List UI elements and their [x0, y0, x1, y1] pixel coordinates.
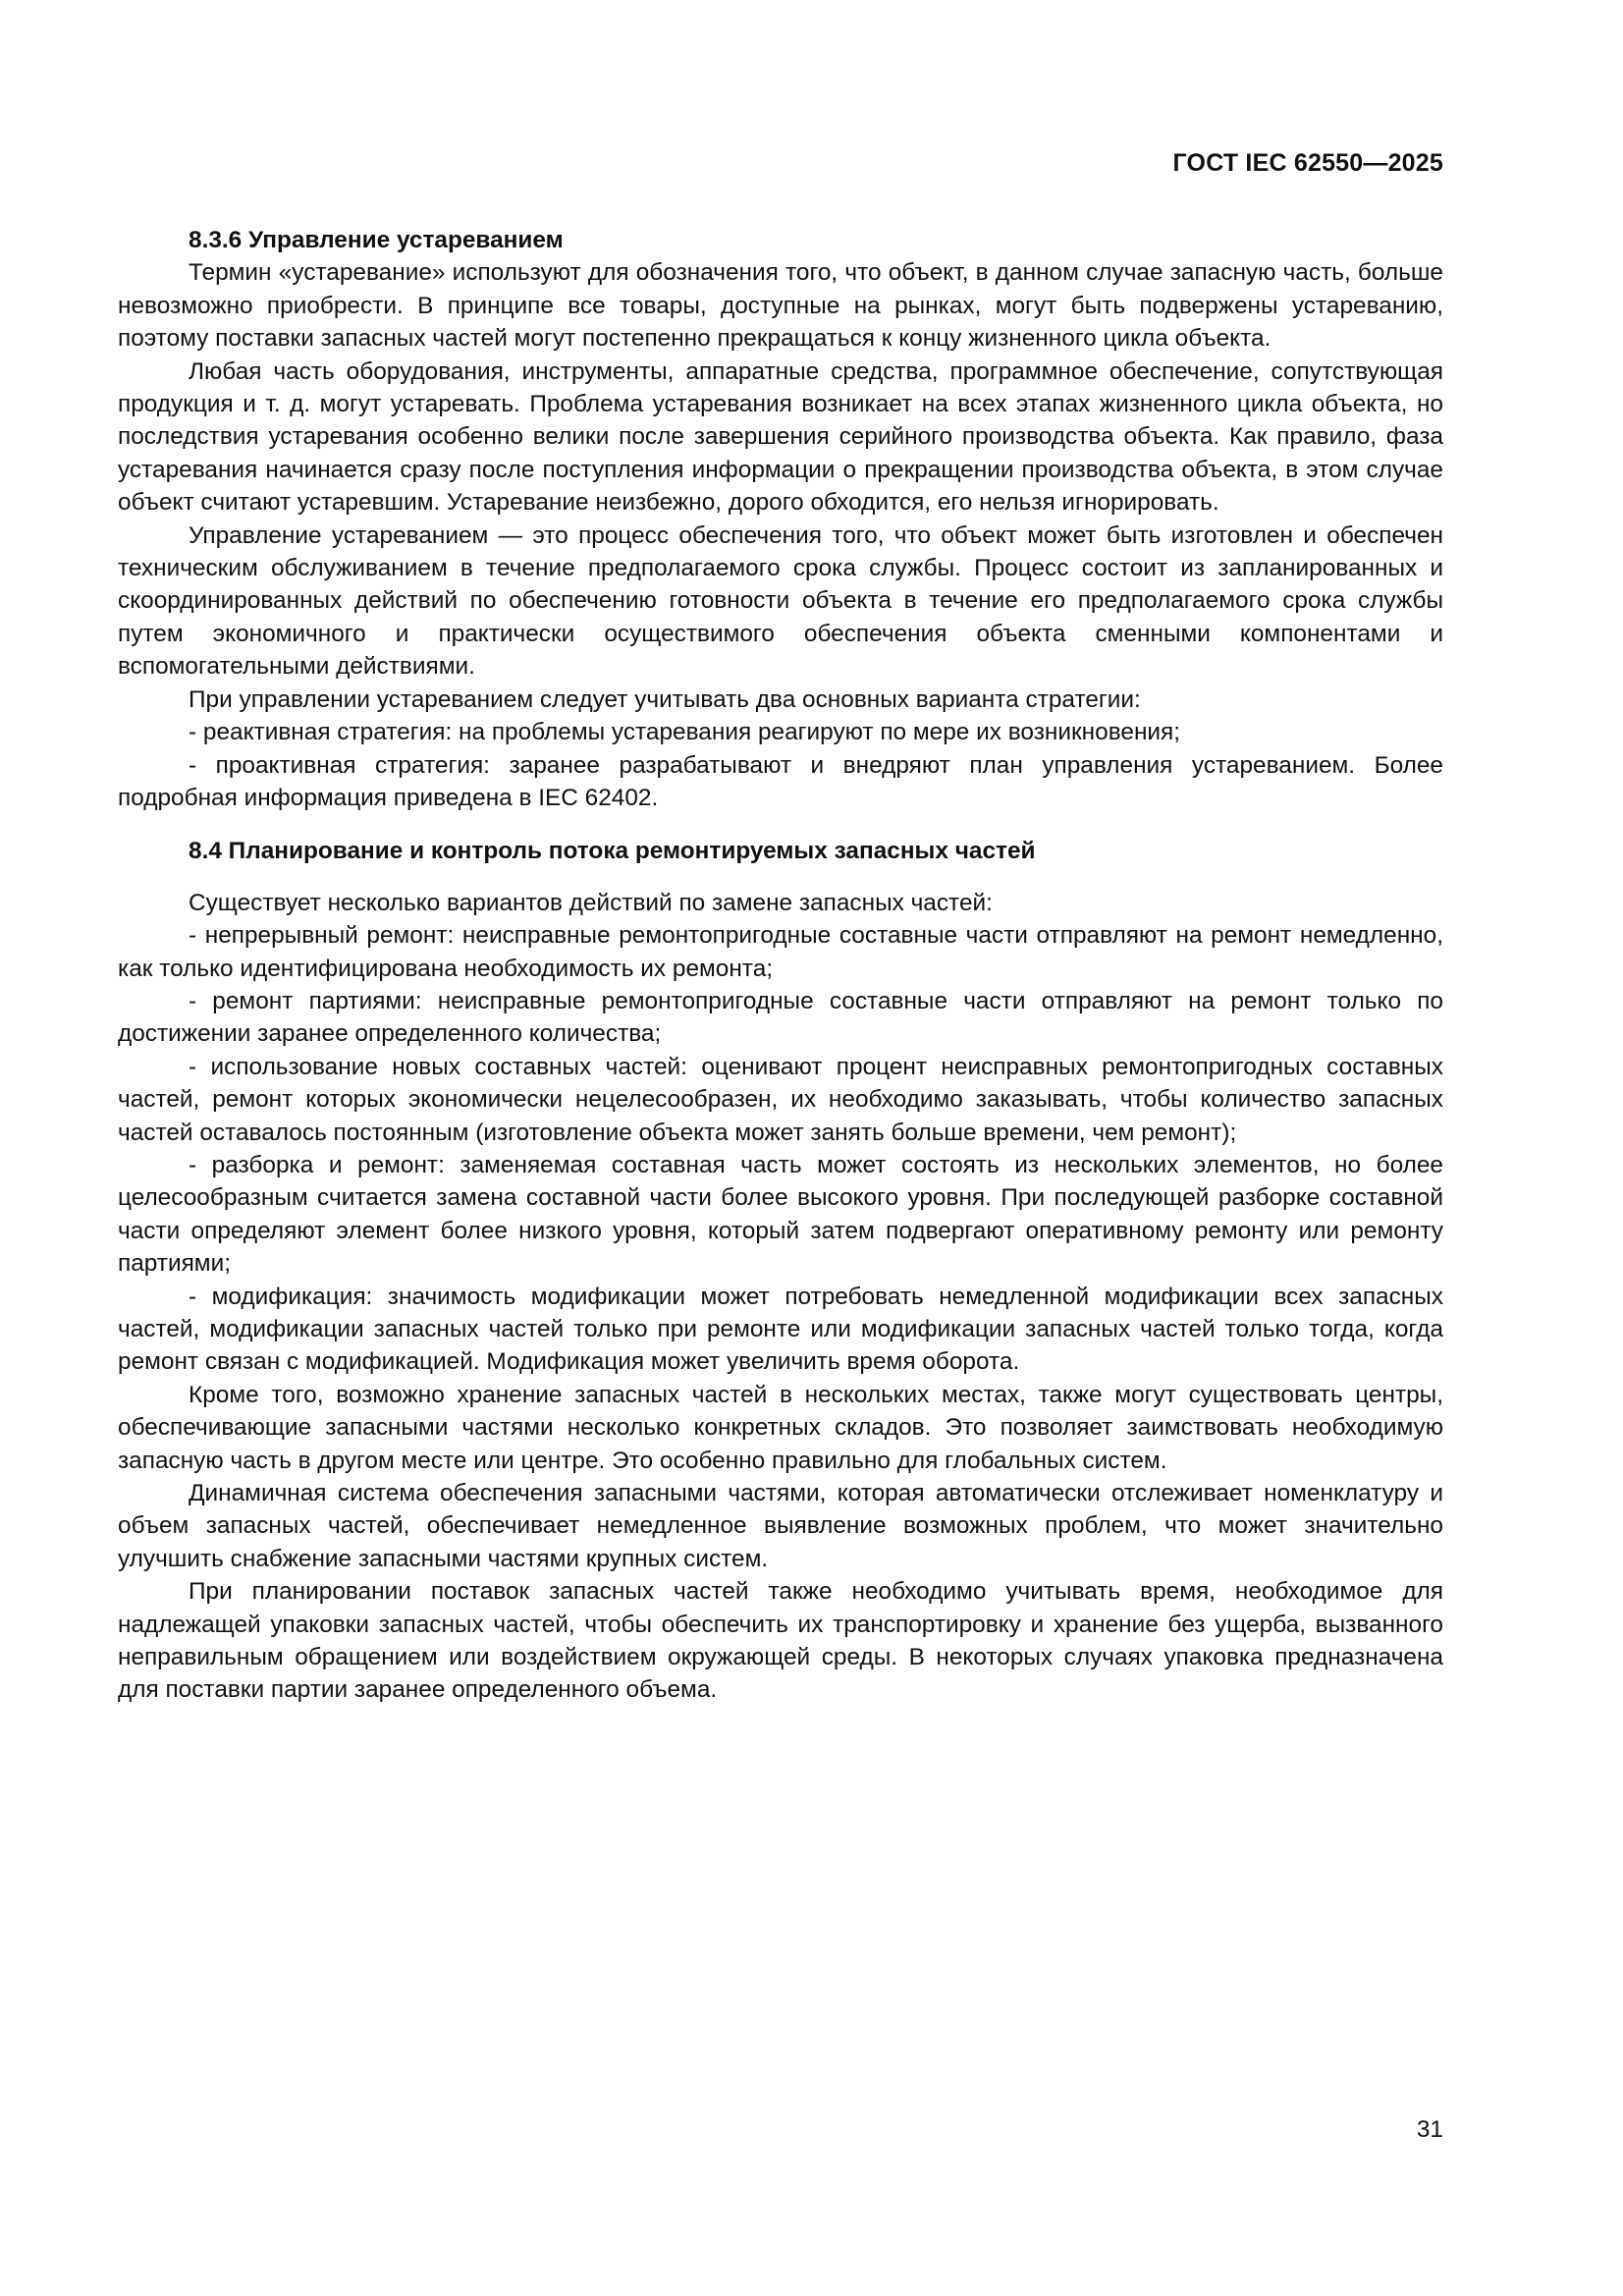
- paragraph: Динамичная система обеспечения запасными частями, которая автоматически отслеживает номенклатуру и объем запасных частей, обеспечивает немедленное выявление возможных проблем, что может значительно улучшить снабжение запасными частями крупных систем.: [118, 1480, 1443, 1572]
- list-item: - реактивная стратегия: на проблемы устаревания реагируют по мере их возникновения;: [189, 719, 1181, 746]
- list-item: - разборка и ремонт: заменяемая составная часть может состоять из нескольких элементов, но более целесообразным считается замена составной части более высокого уровня. При последующей разборке составной части определяют элемент более низкого уровня, который затем подвергают оперативному ремонту или ремонту партиями;: [118, 1151, 1443, 1278]
- list-item: - проактивная стратегия: заранее разрабатывают и внедряют план управления устареванием. Более подробная информация приведена в IEC 62402.: [118, 751, 1443, 811]
- list-item: - использование новых составных частей: оценивают процент неисправных ремонтопригодных составных частей, ремонт которых экономически нецелесообразен, их необходимо заказывать, чтобы количество запасных частей оставалось постоянным (изготовление объекта может занять больше времени, чем ремонт);: [118, 1053, 1443, 1146]
- paragraph: Термин «устаревание» используют для обозначения того, что объект, в данном случае запасную часть, больше невозможно приобрести. В принципе все товары, доступные на рынках, могут быть подвержены устареванию, поэтому поставки запасных частей могут постепенно прекращаться к концу жизненного цикла объекта.: [118, 259, 1443, 353]
- paragraph: Любая часть оборудования, инструменты, аппаратные средства, программное обеспечение, сопутствующая продукция и т. д. могут устаревать. Проблема устаревания возникает на всех этапах жизненного цикла объекта, но последствия устаревания особенно велики после завершения серийного производства объекта. Как правило, фаза устаревания начинается сразу после поступления информации о прекращении производства объекта, в этом случае объект считают устаревшим. Устаревание неизбежно, дорого обходится, его нельзя игнорировать.: [118, 357, 1443, 517]
- paragraph: Управление устареванием — это процесс обеспечения того, что объект может быть изготовлен и обеспечен техническим обслуживанием в течение предполагаемого срока службы. Процесс состоит из запланированных и скоординированных действий по обеспечению готовности объекта в течение его предполагаемого срока службы путем экономичного и практически осуществимого обеспечения объекта сменными компонентами и вспомогательными действиями.: [118, 521, 1443, 681]
- page-body: [118, 224, 1443, 1707]
- paragraph: При планировании поставок запасных частей также необходимо учитывать время, необходимое для надлежащей упаковки запасных частей, чтобы обеспечить их транспортировку и хранение без ущерба, вызванного неправильным обращением или воздействием окружающей среды. В некоторых случаях упаковка предназначена для поставки партии заранее определенного объема.: [118, 1578, 1443, 1704]
- paragraph: Кроме того, возможно хранение запасных частей в нескольких местах, также могут существовать центры, обеспечивающие запасными частями несколько конкретных складов. Это позволяет заимствовать необходимую запасную часть в другом месте или центре. Это особенно правильно для глобальных систем.: [118, 1381, 1443, 1474]
- list-item: - ремонт партиями: неисправные ремонтопригодные составные части отправляют на ремонт только по достижении заранее определенного количества;: [118, 987, 1443, 1048]
- section-heading-8-3-6: 8.3.6 Управление устареванием: [189, 227, 564, 253]
- page-number: 31: [1416, 2116, 1443, 2143]
- standard-designation: ГОСТ IEC 62550—2025: [1172, 149, 1443, 177]
- paragraph: При управлении устареванием следует учитывать два основных варианта стратегии:: [189, 685, 1141, 713]
- list-item: - модификация: значимость модификации может потребовать немедленной модификации всех запасных частей, модификации запасных частей только при ремонте или модификации запасных частей только тогда, когда ремонт связан с модификацией. Модификация может увеличить время оборота.: [118, 1283, 1443, 1376]
- section-heading-8-4: 8.4 Планирование и контроль потока ремонтируемых запасных частей: [189, 838, 1036, 865]
- paragraph: Существует несколько вариантов действий по замене запасных частей:: [189, 889, 993, 916]
- list-item: - непрерывный ремонт: неисправные ремонтопригодные составные части отправляют на ремонт немедленно, как только идентифицирована необходимость их ремонта;: [118, 922, 1443, 982]
